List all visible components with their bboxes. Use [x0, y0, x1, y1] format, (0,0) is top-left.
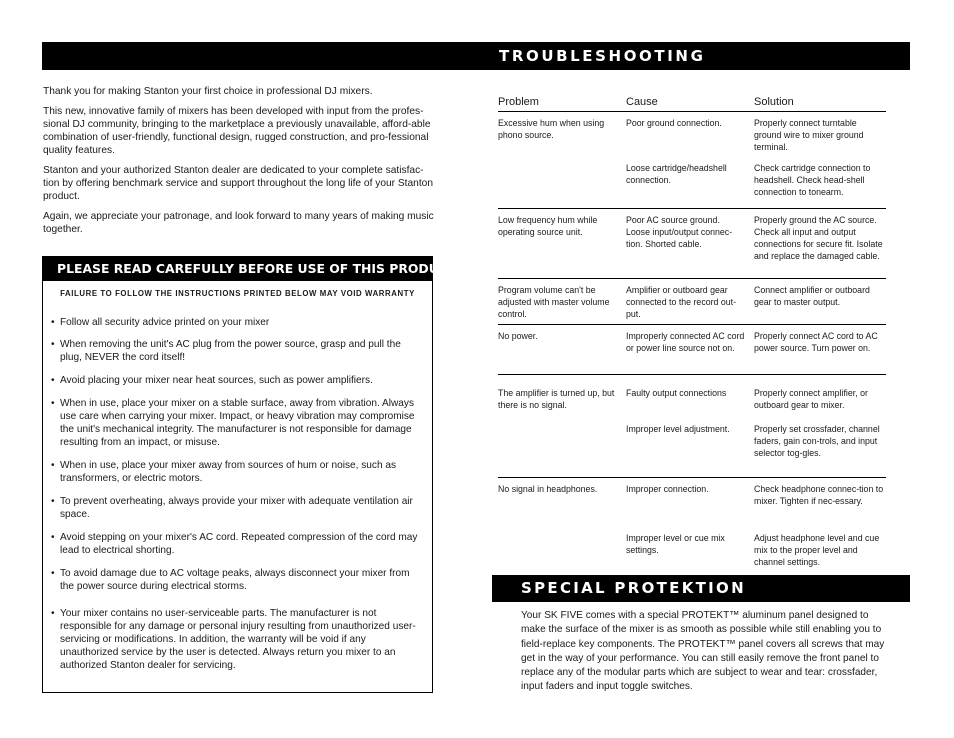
- bullet-text: Your mixer contains no user-serviceable parts. The manufacturer is not responsible for any damage or personal injury resulting from unauthorized user-servicing or modifications. In addition, the warranty will be void if any unauthorized service by the user is detected. Always return you mixer to an authorized Stanton dealer for servicing.: [60, 608, 416, 671]
- bullet-dot: •: [51, 460, 55, 471]
- table-row: [498, 375, 886, 478]
- cause-cell: [626, 112, 754, 208]
- safety-bullet: [51, 495, 424, 521]
- solution-cell: Properly ground the AC source. Check all input and output connections for secure fit. Isolate and replace the damaged cable.: [754, 215, 883, 261]
- table-row: [498, 478, 886, 573]
- table-row: [498, 325, 886, 375]
- bullet-text: When in use, place your mixer on a stable surface, away from vibration. Always use care when carrying your mixer. Impact, or heavy vibration may compromise the unit's mechanical integrity. The manufacturer is not responsible for damage resulting from an impact, or misuse.: [60, 398, 415, 448]
- solution-text: Properly set crossfader, channel faders, gain con-trols, and input selector tog-gles.: [754, 424, 880, 458]
- problem-cell: The amplifier is turned up, but there is no signal.: [498, 388, 615, 410]
- cause-text: Loose cartridge/headshell connection.: [626, 163, 727, 185]
- bullet-dot: •: [51, 398, 55, 409]
- intro-text: [43, 85, 435, 243]
- intro-paragraph: Stanton and your authorized Stanton dealer are dedicated to your complete satisfac-tion by offering benchmark service and support throughout the long life of your Stanton product.: [43, 165, 434, 202]
- safety-bullet: [51, 459, 424, 485]
- problem-cell: No signal in headphones.: [498, 484, 598, 494]
- bullet-text: When removing the unit's AC plug from the power source, grasp and pull the plug, NEVER the cord itself!: [60, 339, 401, 363]
- table-row: [498, 279, 886, 325]
- cause-cell: Improperly connected AC cord or power line source not on.: [626, 331, 745, 353]
- solution-cell: [754, 478, 886, 573]
- intro-paragraph: Thank you for making Stanton your first choice in professional DJ mixers.: [43, 86, 373, 97]
- warning-subtitle: FAILURE TO FOLLOW THE INSTRUCTIONS PRINTED BELOW MAY VOID WARRANTY: [60, 289, 415, 298]
- bullet-text: To prevent overheating, always provide your mixer with adequate ventilation air space.: [60, 496, 413, 520]
- safety-bullet: [51, 338, 424, 364]
- solution-text: Properly connect amplifier, or outboard gear to mixer.: [754, 388, 868, 410]
- cause-cell: [626, 375, 754, 477]
- cause-text: Poor ground connection.: [626, 118, 722, 128]
- bullet-text: Avoid stepping on your mixer's AC cord. Repeated compression of the cord may lead to electrical shorting.: [60, 532, 418, 556]
- bullet-text: Avoid placing your mixer near heat sources, such as power amplifiers.: [60, 375, 373, 386]
- bullet-dot: •: [51, 496, 55, 507]
- header-problem: Problem: [498, 96, 539, 108]
- safety-bullet: [51, 316, 424, 329]
- special-protektion-text: Your SK FIVE comes with a special PROTEKT™ aluminum panel designed to make the surface of the mixer is as smooth as possible while still enabling you to field-replace key components. The PROTEKT™ panel covers all screws that may get in the way of your performance. You can still easily remove the front panel to replace any of the modular parts which are subject to wear and tear: crossfader, input faders and input toggle switches.: [521, 610, 885, 693]
- header-cause: Cause: [626, 96, 658, 108]
- problem-cell: No power.: [498, 331, 538, 341]
- safety-bullet-list: [43, 316, 432, 672]
- cause-cell: [626, 478, 754, 573]
- solution-cell: [754, 112, 886, 208]
- problem-cell: Excessive hum when using phono source.: [498, 118, 605, 140]
- problem-cell: Program volume can't be adjusted with master volume control.: [498, 285, 610, 319]
- cause-cell: Amplifier or outboard gear connected to the record out-put.: [626, 285, 737, 319]
- header-solution: Solution: [754, 96, 794, 108]
- safety-warning-box: [42, 256, 457, 693]
- troubleshooting-title: TROUBLESHOOTING: [499, 47, 706, 65]
- solution-text: Check headphone connec-tion to mixer. Tighten if nec-essary.: [754, 484, 884, 506]
- bullet-text: Follow all security advice printed on your mixer: [60, 317, 270, 328]
- cause-cell: Poor AC source ground. Loose input/output connec-tion. Shorted cable.: [626, 215, 733, 249]
- warning-title: PLEASE READ CAREFULLY BEFORE USE OF THIS PRODUCT: [43, 257, 432, 281]
- table-header-row: [498, 95, 886, 112]
- table-row: [498, 209, 886, 279]
- bullet-dot: •: [51, 608, 55, 619]
- solution-cell: [754, 375, 886, 477]
- solution-text: Check cartridge connection to headshell. Check head-shell connection to tonearm.: [754, 163, 871, 197]
- troubleshooting-table: [498, 95, 886, 573]
- intro-paragraph: This new, innovative family of mixers has been developed with input from the profes-sional DJ community, bringing to the marketplace a previously unavailable, afford-able combination of user-friendly, functional design, rugged construction, and pro-fessional quality features.: [43, 106, 431, 156]
- bullet-dot: •: [51, 375, 55, 386]
- solution-text: Properly connect turntable ground wire to mixer ground terminal.: [754, 118, 864, 152]
- bullet-dot: •: [51, 317, 55, 328]
- safety-bullet: [51, 567, 424, 593]
- troubleshooting-header-bar: [42, 42, 910, 70]
- safety-bullet: [51, 607, 424, 672]
- cause-text: Improper level or cue mix settings.: [626, 533, 725, 555]
- solution-cell: Connect amplifier or outboard gear to master output.: [754, 285, 870, 307]
- bullet-text: When in use, place your mixer away from sources of hum or noise, such as transformers, or electric motors.: [60, 460, 397, 484]
- bullet-dot: •: [51, 532, 55, 543]
- problem-cell: Low frequency hum while operating source unit.: [498, 215, 598, 237]
- cause-text: Improper connection.: [626, 484, 709, 494]
- solution-text: Adjust headphone level and cue mix to the proper level and channel settings.: [754, 533, 880, 567]
- bullet-dot: •: [51, 568, 55, 579]
- safety-bullet: [51, 374, 424, 387]
- intro-paragraph: Again, we appreciate your patronage, and look forward to many years of making music together.: [43, 211, 434, 235]
- safety-bullet: [51, 397, 424, 449]
- bullet-dot: •: [51, 339, 55, 350]
- special-protektion-title: SPECIAL PROTEKTION: [521, 579, 746, 597]
- table-row: [498, 112, 886, 209]
- bullet-text: To avoid damage due to AC voltage peaks, always disconnect your mixer from the power source during electrical storms.: [60, 568, 410, 592]
- solution-cell: Properly connect AC cord to AC power source. Turn power on.: [754, 331, 878, 353]
- cause-text: Faulty output connections: [626, 388, 727, 398]
- cause-text: Improper level adjustment.: [626, 424, 730, 434]
- safety-bullet: [51, 531, 424, 557]
